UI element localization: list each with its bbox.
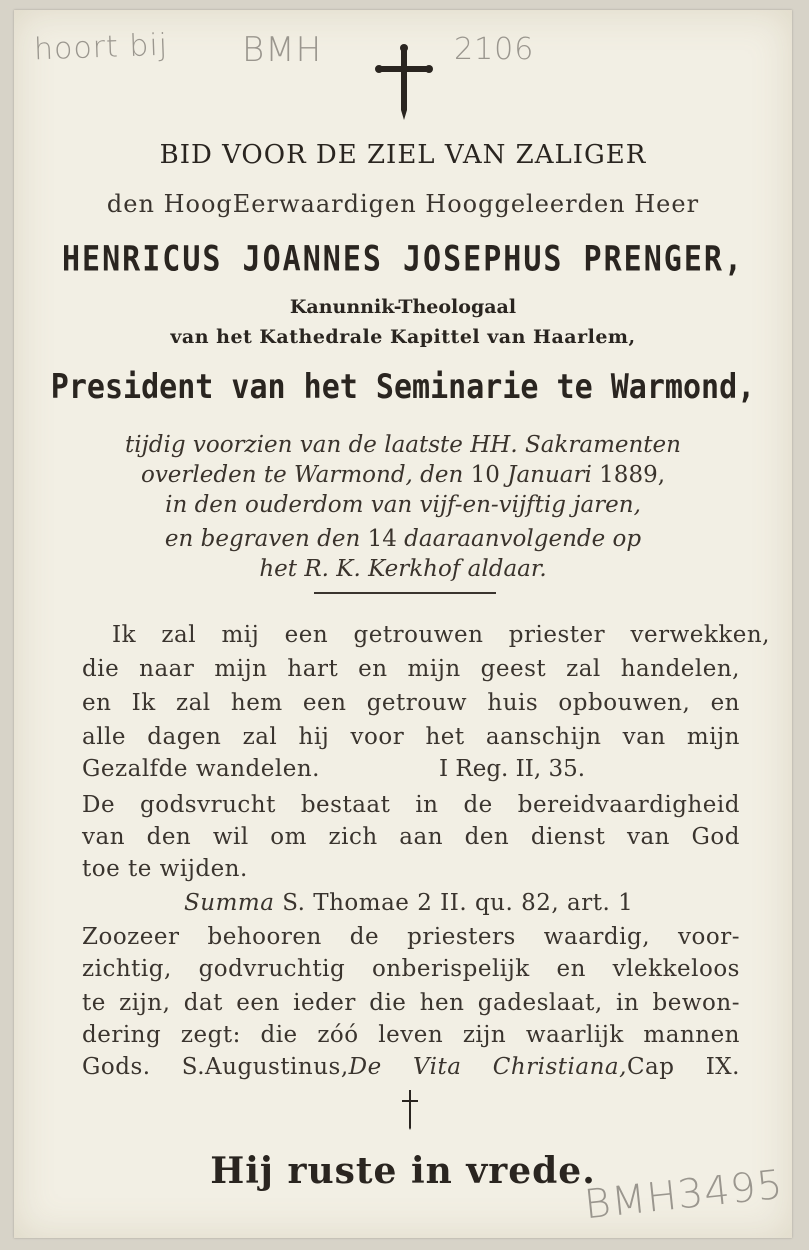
quote-line: van den wil om zich aan den dienst van God <box>82 824 740 850</box>
death-text: tijdig voorzien van de laatste HH. Sakramenten <box>125 432 681 458</box>
handwritten-note: BMH <box>242 30 323 70</box>
heading: BID VOOR DE ZIEL VAN ZALIGER <box>159 140 647 170</box>
quote-line: Ik zal mij een getrouwen priester verwekken, <box>112 622 770 648</box>
quote-line: alle dagen zal hij voor het aanschijn van mijn <box>82 724 740 750</box>
handwritten-catalog-number: BMH3495 <box>582 1161 786 1229</box>
cross-icon <box>375 44 433 122</box>
quote-line: te zijn, dat een ieder die hen gadeslaat, in bewon- <box>82 990 740 1016</box>
quote-reference: I Reg. II, 35. <box>439 756 586 782</box>
deceased-name: HENRICUS JOANNES JOSEPHUS PRENGER, <box>61 239 745 280</box>
quote-line: De godsvrucht bestaat in de bereidvaardigheid <box>82 792 740 818</box>
quote-line: Gezalfde wandelen. <box>82 756 320 782</box>
role-line: van het Kathedrale Kapittel van Haarlem, <box>170 326 636 348</box>
death-text: en begraven den 14 daaraanvolgende op <box>164 526 642 552</box>
quote-line: Zoozeer behooren de priesters waardig, voor- <box>82 924 740 950</box>
closing-line: Hij ruste in vrede. <box>210 1150 596 1192</box>
death-text: overleden te Warmond, den 10 Januari 1889, <box>140 462 666 488</box>
quote-reference: Summa S. Thomae 2 II. qu. 82, art. 1 <box>184 890 634 916</box>
quote-line: dering zegt: die zóó leven zijn waarlijk mannen <box>82 1022 740 1048</box>
quote-line: toe te wijden. <box>82 856 248 882</box>
death-text: in den ouderdom van vijf-en-vijftig jaren, <box>165 492 641 518</box>
quote-line: zichtig, godvruchtig onberispelijk en vlekkeloos <box>82 956 740 982</box>
handwritten-note: hoort bij <box>33 27 169 68</box>
quote-reference: Gods. S.Augustinus,De Vita Christiana,Cap IX. <box>82 1054 740 1080</box>
memorial-card <box>14 10 792 1238</box>
honorific: den HoogEerwaardigen Hooggeleerden Heer <box>106 190 700 218</box>
quote-line: die naar mijn hart en mijn geest zal handelen, <box>82 656 740 682</box>
death-text: het R. K. Kerkhof aldaar. <box>259 556 547 582</box>
role-line: President van het Seminarie te Warmond, <box>50 367 756 408</box>
quote-line: en Ik zal hem een getrouw huis opbouwen, en <box>82 690 740 716</box>
small-cross-icon <box>400 1090 420 1130</box>
handwritten-number: 2106 <box>454 32 535 67</box>
divider <box>314 592 496 594</box>
role-line: Kanunnik-Theologaal <box>289 296 517 318</box>
